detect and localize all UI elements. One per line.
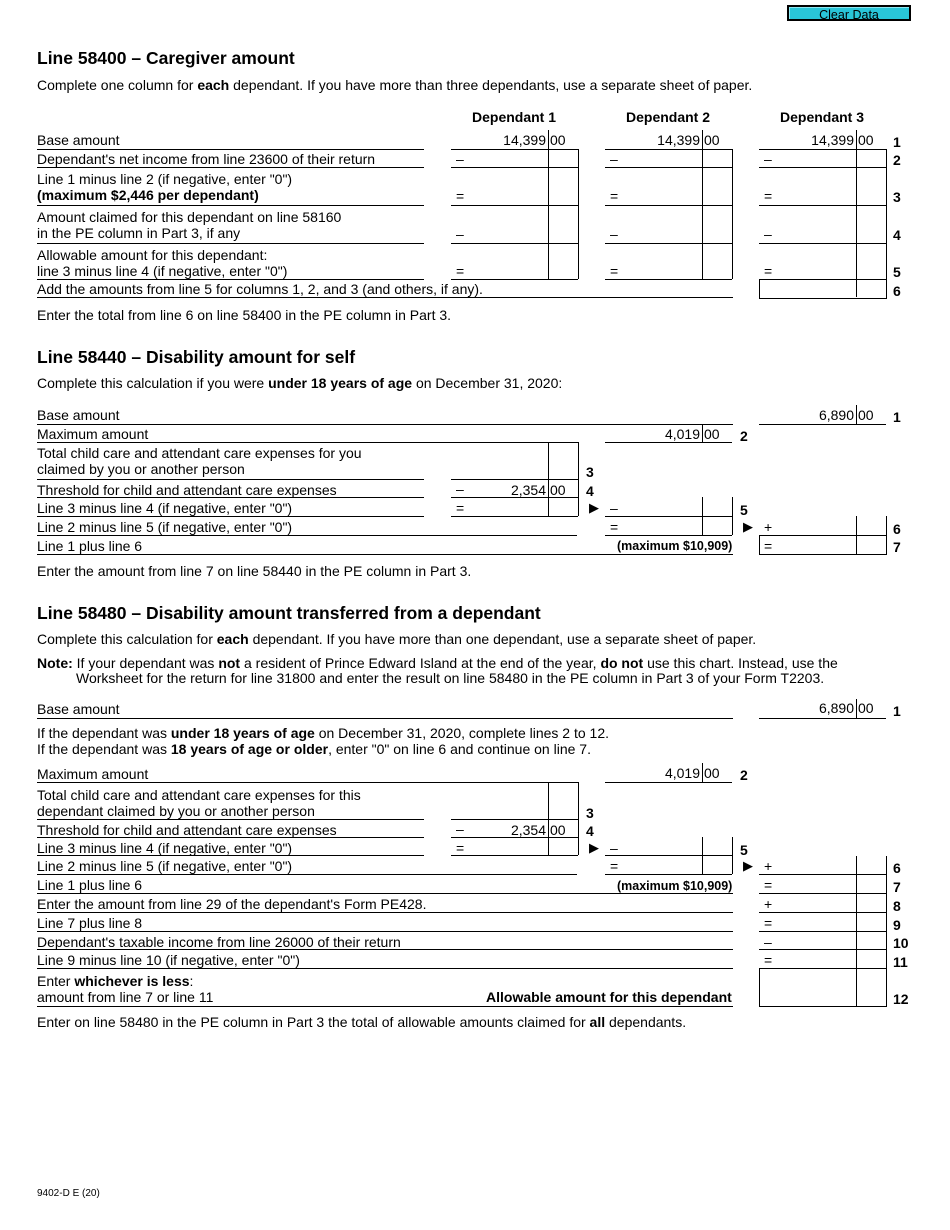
arrow-icon: ▶ <box>589 840 599 855</box>
arrow-icon: ▶ <box>743 519 753 534</box>
self-line-2-label: Maximum amount <box>37 426 149 442</box>
minus-sign: – <box>456 481 464 497</box>
line-number: 9 <box>893 917 901 933</box>
transfer-line-12-label: Enter whichever is less: <box>37 973 194 989</box>
line-number: 1 <box>893 409 901 425</box>
dep2-base-dollars: 14,399 <box>657 132 700 148</box>
self-maximum-note: (maximum $10,909) <box>617 539 733 553</box>
line-number: 3 <box>893 189 901 205</box>
transfer-condition-1: If the dependant was under 18 years of age on December 31, 2020, complete lines 2 to 12. <box>37 725 610 741</box>
line-number: 1 <box>893 703 901 719</box>
dep1-base-dollars: 14,399 <box>503 132 546 148</box>
transfer-line-2-label: Maximum amount <box>37 766 149 782</box>
self-threshold-dollars: 2,354 <box>510 482 546 498</box>
dep2-base-cents: 00 <box>704 132 720 148</box>
minus-sign: – <box>610 840 618 856</box>
transfer-condition-2: If the dependant was 18 years of age or older, enter "0" on line 6 and continue on line 7. <box>37 741 591 757</box>
dep3-base-dollars: 14,399 <box>811 132 854 148</box>
transfer-base-cents: 00 <box>858 700 874 716</box>
self-base-cents: 00 <box>858 407 874 423</box>
equals-sign: = <box>456 500 465 516</box>
minus-sign: – <box>610 226 618 242</box>
transfer-note: Note: If your dependant was not a resident of Prince Edward Island at the end of the year, do not use this chart. Instead, use the <box>37 655 838 671</box>
self-footer: Enter the amount from line 7 on line 58440 in the PE column in Part 3. <box>37 563 472 579</box>
form-code: 9402-D E (20) <box>37 1188 100 1199</box>
line-number: 6 <box>893 860 901 876</box>
transfer-maximum-note: (maximum $10,909) <box>617 879 733 893</box>
section-title-disability-self: Line 58440 – Disability amount for self <box>37 347 356 367</box>
caregiver-line-3-max: (maximum $2,446 per dependant) <box>37 187 259 203</box>
equals-sign: = <box>610 519 619 535</box>
transfer-line-11-label: Line 9 minus line 10 (if negative, enter "0") <box>37 952 300 968</box>
line-number: 5 <box>893 264 901 280</box>
caregiver-line-1-label: Base amount <box>37 132 120 148</box>
line-number: 3 <box>586 464 594 480</box>
line-number: 12 <box>893 991 909 1007</box>
equals-sign: = <box>610 188 619 204</box>
line-number: 2 <box>740 767 748 783</box>
equals-sign: = <box>764 915 773 931</box>
equals-sign: = <box>764 538 773 554</box>
line-number: 6 <box>893 283 901 299</box>
minus-sign: – <box>610 500 618 516</box>
transfer-line-10-label: Dependant's taxable income from line 26000 of their return <box>37 934 401 950</box>
equals-sign: = <box>456 263 465 279</box>
line-number: 4 <box>586 823 594 839</box>
caregiver-intro: Complete one column for each dependant. If you have more than three dependants, use a separate sheet of paper. <box>37 77 753 93</box>
self-base-dollars: 6,890 <box>818 407 854 423</box>
line-number: 6 <box>893 521 901 537</box>
self-line-7-label: Line 1 plus line 6 <box>37 538 143 554</box>
transfer-line-4-label: Threshold for child and attendant care expenses <box>37 822 337 838</box>
self-max-dollars: 4,019 <box>664 426 700 442</box>
caregiver-line-2-label: Dependant's net income from line 23600 of their return <box>37 151 376 167</box>
transfer-threshold-cents: 00 <box>550 822 566 838</box>
caregiver-line-6-label: Add the amounts from line 5 for columns 1, 2, and 3 (and others, if any). <box>37 281 483 297</box>
self-line-3-label: Total child care and attendant care expenses for you <box>37 445 362 461</box>
column-header-dependant-1: Dependant 1 <box>472 109 557 125</box>
self-threshold-cents: 00 <box>550 482 566 498</box>
equals-sign: = <box>456 188 465 204</box>
transfer-threshold-dollars: 2,354 <box>510 822 546 838</box>
clear-data-button[interactable]: Clear Data <box>787 5 911 21</box>
line-number: 2 <box>740 428 748 444</box>
plus-sign: + <box>764 519 773 535</box>
equals-sign: = <box>610 858 619 874</box>
transfer-max-cents: 00 <box>704 765 720 781</box>
transfer-max-dollars: 4,019 <box>664 765 700 781</box>
dep3-base-cents: 00 <box>858 132 874 148</box>
transfer-line-8-label: Enter the amount from line 29 of the dependant's Form PE428. <box>37 896 427 912</box>
self-line-1-label: Base amount <box>37 407 120 423</box>
transfer-line-3-label: Total child care and attendant care expenses for this <box>37 787 361 803</box>
self-max-cents: 00 <box>704 426 720 442</box>
column-header-dependant-2: Dependant 2 <box>626 109 711 125</box>
equals-sign: = <box>764 263 773 279</box>
arrow-icon: ▶ <box>743 858 753 873</box>
minus-sign: – <box>456 821 464 837</box>
caregiver-line-5-label: Allowable amount for this dependant: <box>37 247 268 263</box>
transfer-line-7-label: Line 1 plus line 6 <box>37 877 143 893</box>
transfer-note-2: Worksheet for the return for line 31800 and enter the result on line 58480 in the PE column in Part 3 of your Form T2203. <box>76 670 825 686</box>
line-number: 4 <box>893 227 901 243</box>
line-number: 5 <box>740 842 748 858</box>
line-number: 3 <box>586 805 594 821</box>
equals-sign: = <box>764 877 773 893</box>
arrow-icon: ▶ <box>589 500 599 515</box>
line-number: 7 <box>893 879 901 895</box>
transfer-base-dollars: 6,890 <box>818 700 854 716</box>
line-number: 11 <box>893 954 908 970</box>
line-number: 4 <box>586 483 594 499</box>
transfer-line-3-label-2: dependant claimed by you or another person <box>37 803 315 819</box>
column-header-dependant-3: Dependant 3 <box>780 109 865 125</box>
allowable-amount-label: Allowable amount for this dependant <box>486 989 732 1005</box>
self-line-3-label-2: claimed by you or another person <box>37 461 245 477</box>
caregiver-footer: Enter the total from line 6 on line 58400 in the PE column in Part 3. <box>37 307 452 323</box>
transfer-line-9-label: Line 7 plus line 8 <box>37 915 143 931</box>
dep1-base-cents: 00 <box>550 132 566 148</box>
equals-sign: = <box>610 263 619 279</box>
line-number: 1 <box>893 134 901 150</box>
minus-sign: – <box>610 151 618 167</box>
caregiver-line-6-field[interactable] <box>759 279 887 299</box>
self-line-5-label: Line 3 minus line 4 (if negative, enter "0") <box>37 500 293 516</box>
transfer-line-12-label-2: amount from line 7 or line 11 <box>37 989 214 1005</box>
caregiver-line-4-label: Amount claimed for this dependant on line 58160 <box>37 209 342 225</box>
transfer-line-5-label: Line 3 minus line 4 (if negative, enter "0") <box>37 840 293 856</box>
self-line-4-label: Threshold for child and attendant care expenses <box>37 482 337 498</box>
line-number: 10 <box>893 935 909 951</box>
transfer-line-1-label: Base amount <box>37 701 120 717</box>
section-title-caregiver: Line 58400 – Caregiver amount <box>37 48 295 68</box>
disability-self-intro: Complete this calculation if you were under 18 years of age on December 31, 2020: <box>37 375 563 391</box>
caregiver-line-5-label-2: line 3 minus line 4 (if negative, enter "0") <box>37 263 288 279</box>
self-line-6-label: Line 2 minus line 5 (if negative, enter "0") <box>37 519 293 535</box>
equals-sign: = <box>764 188 773 204</box>
equals-sign: = <box>764 952 773 968</box>
caregiver-line-4-label-2: in the PE column in Part 3, if any <box>37 225 241 241</box>
minus-sign: – <box>456 151 464 167</box>
minus-sign: – <box>764 151 772 167</box>
minus-sign: – <box>456 226 464 242</box>
plus-sign: + <box>764 858 773 874</box>
transfer-footer: Enter on line 58480 in the PE column in Part 3 the total of allowable amounts claimed for all dependants. <box>37 1014 687 1030</box>
plus-sign: + <box>764 896 773 912</box>
line-number: 2 <box>893 152 901 168</box>
line-number: 8 <box>893 898 901 914</box>
transfer-line-12-field[interactable] <box>759 968 887 1007</box>
line-number: 5 <box>740 502 748 518</box>
transfer-intro: Complete this calculation for each dependant. If you have more than one dependant, use a separate sheet of paper. <box>37 631 757 647</box>
section-title-disability-transfer: Line 58480 – Disability amount transferred from a dependant <box>37 603 541 623</box>
caregiver-line-3-label: Line 1 minus line 2 (if negative, enter "0") <box>37 171 293 187</box>
line-number: 7 <box>893 539 901 555</box>
equals-sign: = <box>456 840 465 856</box>
self-line-7-field[interactable] <box>759 535 887 555</box>
transfer-line-6-label: Line 2 minus line 5 (if negative, enter "0") <box>37 858 293 874</box>
minus-sign: – <box>764 226 772 242</box>
minus-sign: – <box>764 934 772 950</box>
